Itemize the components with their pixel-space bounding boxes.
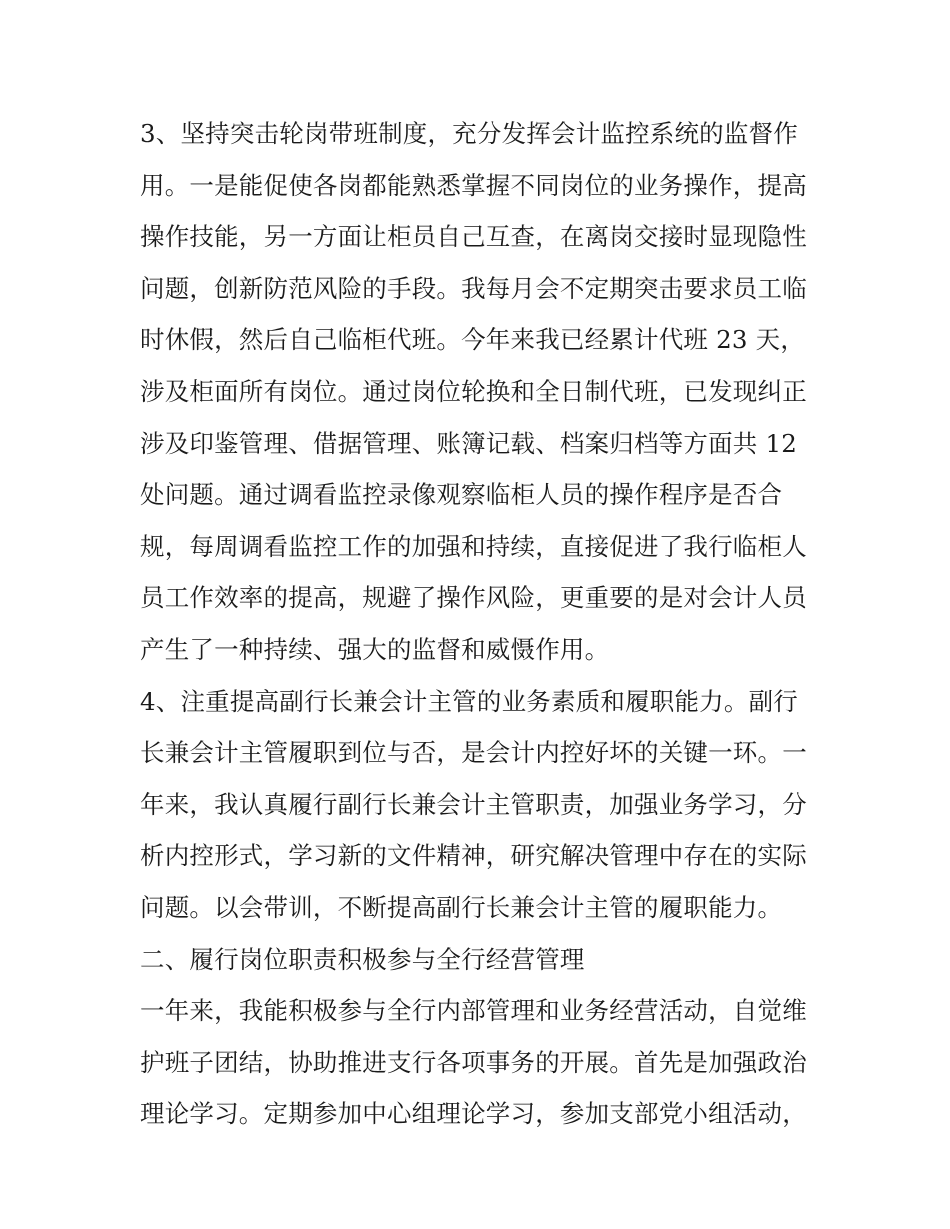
text-line: 长兼会计主管履职到位与否，是会计内控好坏的关键一环。一 [140,738,807,768]
text-line: 用。一是能促使各岗都能熟悉掌握不同岗位的业务操作，提高 [140,170,807,200]
section-heading: 二、履行岗位职责积极参与全行经营管理 [140,944,585,974]
text-line: 一年来，我能积极参与全行内部管理和业务经营活动，自觉维 [140,996,807,1026]
text-line: 理论学习。定期参加中心组理论学习，参加支部党小组活动， [140,1099,807,1129]
text-line: 问题。以会带训，不断提高副行长兼会计主管的履职能力。 [140,892,783,922]
text-line: 产生了一种持续、强大的监督和威慑作用。 [140,634,610,664]
text-line: 操作技能，另一方面让柜员自己互查，在离岗交接时显现隐性 [140,222,807,252]
text-line: 涉及柜面所有岗位。通过岗位轮换和全日制代班，已发现纠正 [140,376,807,406]
text-line: 员工作效率的提高，规避了操作风险，更重要的是对会计人员 [140,583,807,613]
text-line: 4、注重提高副行长兼会计主管的业务素质和履职能力。副行 [140,686,798,716]
text-line: 涉及印鉴管理、借据管理、账簿记载、档案归档等方面共 12 [140,428,798,458]
text-line: 年来，我认真履行副行长兼会计主管职责，加强业务学习，分 [140,789,807,819]
text-line: 时休假，然后自己临柜代班。今年来我已经累计代班 23 天， [140,325,806,355]
text-line: 3、坚持突击轮岗带班制度，充分发挥会计监控系统的监督作 [140,119,798,148]
text-line: 规，每周调看监控工作的加强和持续，直接促进了我行临柜人 [140,531,807,561]
body-text [140,108,830,1140]
text-line: 问题，创新防范风险的手段。我每月会不定期突击要求员工临 [140,273,807,303]
text-line: 析内控形式，学习新的文件精神，研究解决管理中存在的实际 [140,841,807,871]
text-line: 护班子团结，协助推进支行各项事务的开展。首先是加强政治 [140,1047,807,1077]
text-line: 处问题。通过调看监控录像观察临柜人员的操作程序是否合 [140,480,783,510]
